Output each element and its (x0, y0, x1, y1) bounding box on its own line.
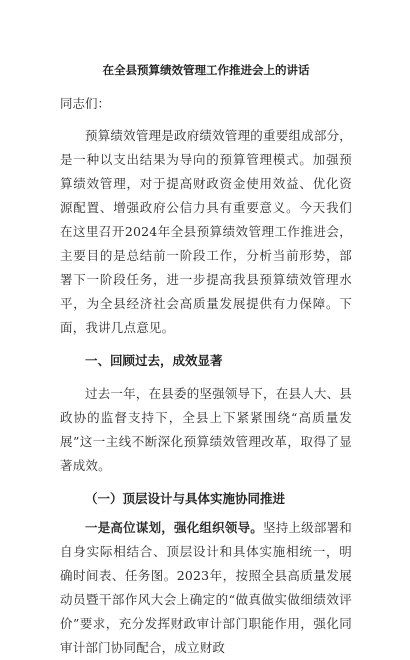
section-1-paragraph: 过去一年，在县委的坚强领导下，在县人大、县政协的监督支持下，全县上下紧紧围绕“高质量发展”这一主线不断深化预算绩效管理改革，取得了显著成效。 (60, 386, 352, 473)
document-title: 在全县预算绩效管理工作推进会上的讲话 (102, 63, 310, 77)
subsection-1-paragraph (60, 516, 352, 660)
subsection-1-lead: 一是高位谋划，强化组织领导。 (85, 520, 263, 535)
salutation: 同志们： (60, 96, 111, 111)
intro-paragraph: 预算绩效管理是政府绩效管理的重要组成部分，是一种以支出结果为导向的预算管理模式。加强预算绩效管理，对于提高财政资金使用效益、优化资源配置、增强政府公信力具有重要意义。今天我们在这里召开2024年全县预算绩效管理工作推进会，主要目的是总结前一阶段工作，分析当前形势，部署下一阶段任务，进一步提高我县预算绩效管理水平，为全县经济社会高质量发展提供有力保障。下面，我讲几点意见。 (60, 128, 352, 335)
subsection-1-body: 坚持上级部署和自身实际相结合、顶层设计和具体实施相统一，明确时间表、任务图。2023年，按照全县高质量发展动员暨干部作风大会上确定的“做真做实做细绩效评价”要求，充分发挥财政审计部门职能作用，强化同审计部门协同配合，成立财政 (60, 520, 352, 655)
subsection-heading-1: （一）顶层设计与具体实施协同推进 (85, 491, 286, 506)
section-heading-1: 一、回顾过去，成效显著 (85, 353, 223, 368)
